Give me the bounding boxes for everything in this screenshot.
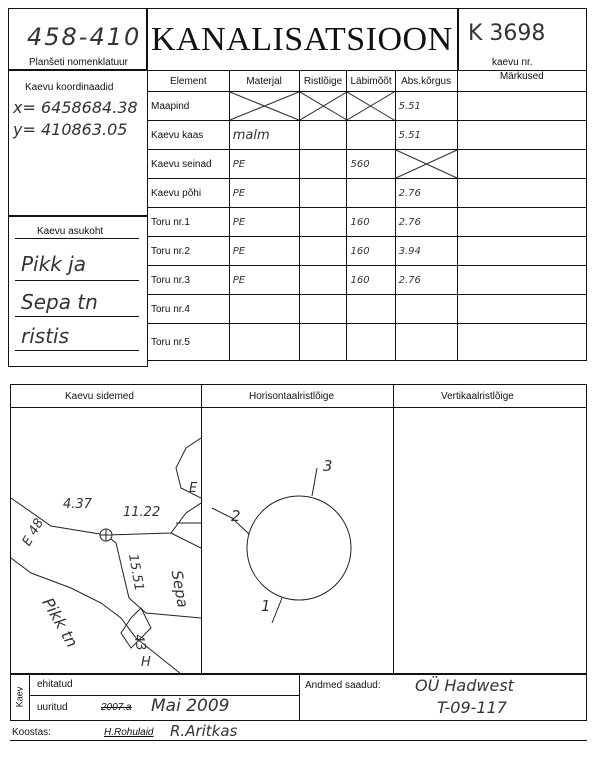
cell-abs: 2.76: [395, 208, 457, 237]
cell-element: Kaevu seinad: [148, 150, 230, 179]
cell-ristloige: [299, 324, 347, 361]
element-table: [147, 70, 587, 361]
author-label: Koostas:: [12, 727, 51, 738]
footer-built: ehitatud: [37, 679, 73, 690]
cell-element: Kaevu kaas: [148, 121, 230, 150]
cell-element: Maapind: [148, 92, 230, 121]
cell-materjal: [229, 324, 299, 361]
cell-labimoot: 160: [347, 266, 395, 295]
cell-materjal: [229, 295, 299, 324]
footer-side-label: Kaev: [14, 686, 25, 708]
cell-crossed: [299, 92, 347, 121]
col-markused: Märkused: [457, 71, 586, 92]
cell-markused: [457, 295, 586, 324]
location-line-1: Pikk ja: [21, 252, 86, 276]
page-title: KANALISATSIOON: [151, 21, 453, 58]
coordinate-y: y= 410863.05: [13, 120, 128, 139]
cell-markused: [457, 324, 586, 361]
cell-materjal: PE: [229, 266, 299, 295]
cell-ristloige: [299, 179, 347, 208]
cell-crossed: [347, 92, 395, 121]
sketch-label-43: 43: [130, 633, 149, 652]
cell-labimoot: 160: [347, 237, 395, 266]
title-box: [146, 8, 459, 71]
cell-element: Toru nr.5: [148, 324, 230, 361]
table-row: [148, 150, 587, 179]
cell-labimoot: 560: [347, 150, 395, 179]
cell-crossed: [229, 92, 299, 121]
coordinates-label: Kaevu koordinaadid: [25, 82, 114, 93]
cell-markused: [457, 121, 586, 150]
table-row: [148, 179, 587, 208]
cell-ristloige: [299, 266, 347, 295]
footer-surveyed-value: Mai 2009: [151, 696, 230, 716]
cell-element: Toru nr.3: [148, 266, 230, 295]
cell-markused: [457, 179, 586, 208]
cell-abs: 2.76: [395, 266, 457, 295]
coordinates-box: [8, 69, 148, 217]
cell-materjal: malm: [229, 121, 299, 150]
cell-markused: [457, 208, 586, 237]
cell-labimoot: [347, 179, 395, 208]
table-header-row: [148, 71, 587, 92]
col-materjal: Materjal: [229, 71, 299, 92]
sketch-street-1: Pikk tn: [38, 594, 82, 651]
cell-abs: 2.76: [395, 179, 457, 208]
sketch-dist-2: 11.22: [123, 505, 161, 520]
table-row: [148, 295, 587, 324]
cell-materjal: PE: [229, 237, 299, 266]
cell-labimoot: [347, 324, 395, 361]
location-line-3: ristis: [21, 324, 70, 348]
footer-surveyed: uuritud: [37, 702, 68, 713]
cell-crossed: [395, 150, 457, 179]
pipe-label-1: 1: [261, 597, 271, 615]
table-row: [148, 121, 587, 150]
section-vertical: Vertikaalristlõige: [441, 391, 514, 402]
footer-data-label: Andmed saadud:: [305, 680, 381, 691]
col-labimoot: Läbimõõt: [347, 71, 395, 92]
cell-element: Kaevu põhi: [148, 179, 230, 208]
plan-number-box: [8, 8, 148, 71]
footer-data-value-2: T-09-117: [437, 698, 507, 717]
cell-labimoot: 160: [347, 208, 395, 237]
section-horizontal: Horisontaalristlõige: [249, 391, 335, 402]
table-row: [148, 237, 587, 266]
plan-number: 458-410: [27, 23, 142, 51]
cell-ristloige: [299, 150, 347, 179]
location-box: [8, 215, 148, 367]
cell-abs: [395, 324, 457, 361]
col-ristloige: Ristlõige: [299, 71, 347, 92]
pipe-label-2: 2: [231, 507, 241, 525]
col-abs: Abs.kõrgus: [395, 71, 457, 92]
cell-materjal: PE: [229, 179, 299, 208]
cell-ristloige: [299, 237, 347, 266]
cell-materjal: PE: [229, 208, 299, 237]
coordinate-x: x= 6458684.38: [13, 98, 138, 117]
cell-ristloige: [299, 295, 347, 324]
cell-markused: [457, 237, 586, 266]
location-label: Kaevu asukoht: [37, 226, 104, 237]
cell-abs: [395, 295, 457, 324]
sketch-label-e: E: [189, 481, 198, 496]
plan-label: Planšeti nomenklatuur: [29, 57, 128, 68]
table-row: [148, 324, 587, 361]
sketch-frame: [10, 384, 587, 675]
table-row: [148, 92, 587, 121]
footer-data-value-1: OÜ Hadwest: [415, 676, 514, 695]
cell-abs: 5.51: [395, 92, 457, 121]
sketch-label-h: H: [141, 655, 151, 670]
location-line-2: Sepa tn: [21, 290, 98, 314]
horizontal-sketch: [202, 408, 393, 674]
cell-labimoot: [347, 121, 395, 150]
pipe-label-3: 3: [323, 457, 333, 475]
cell-element: Toru nr.2: [148, 237, 230, 266]
well-number: K 3698: [468, 21, 546, 46]
sketch-dist-3: 15.51: [124, 552, 147, 593]
well-label: kaevu nr.: [492, 57, 533, 68]
cell-markused: [457, 266, 586, 295]
table-row: [148, 208, 587, 237]
table-row: [148, 266, 587, 295]
author-old: H.Rohulaid: [104, 727, 154, 738]
cell-element: Toru nr.4: [148, 295, 230, 324]
footer-frame: [10, 673, 587, 721]
cell-element: Toru nr.1: [148, 208, 230, 237]
section-connections: Kaevu sidemed: [65, 391, 134, 402]
cell-markused: [457, 150, 586, 179]
col-element: Element: [148, 71, 230, 92]
sketch-dist-1: 4.37: [63, 497, 92, 512]
well-number-box: [457, 8, 587, 71]
cell-ristloige: [299, 208, 347, 237]
author-value: R.Aritkas: [170, 722, 238, 740]
cell-abs: 3.94: [395, 237, 457, 266]
connections-sketch: [11, 408, 201, 674]
footer-surveyed-old: 2007.a: [101, 702, 132, 713]
cell-labimoot: [347, 295, 395, 324]
cell-markused: [457, 92, 586, 121]
cell-abs: 5.51: [395, 121, 457, 150]
cell-materjal: PE: [229, 150, 299, 179]
sketch-label-e48: E 48: [19, 516, 48, 549]
sketch-street-2: Sepa: [167, 568, 192, 610]
cell-ristloige: [299, 121, 347, 150]
